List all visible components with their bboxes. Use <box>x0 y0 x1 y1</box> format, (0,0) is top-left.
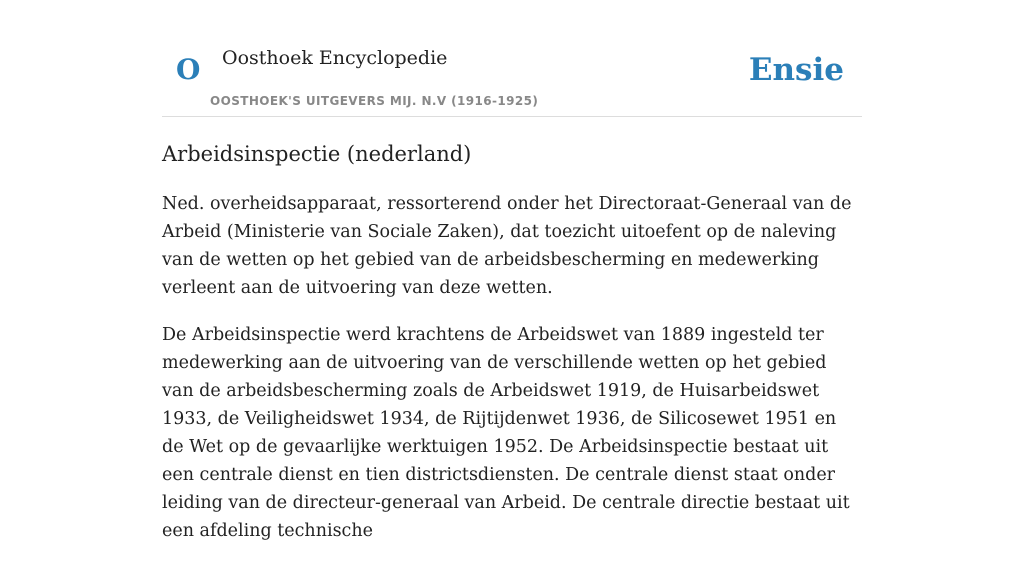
article-paragraph-1: Ned. overheidsapparaat, ressorterend onder het Directoraat-Generaal van de Arbeid (Ministerie van Sociale Zaken), dat toezicht uitoefent op de naleving van de wetten op het gebied van de arbeidsbescherming en medewerking verleent aan de uitvoering van deze wetten. <box>162 194 852 298</box>
site-header <box>162 36 862 117</box>
publisher-subtitle: OOSTHOEK'S UITGEVERS MIJ. N.V (1916-1925) <box>210 94 539 108</box>
ensie-brand-link[interactable]: Ensie <box>748 52 844 88</box>
site-name-link[interactable]: Oosthoek Encyclopedie <box>222 47 448 69</box>
article <box>162 138 862 564</box>
logo-icon[interactable]: O <box>176 53 201 86</box>
article-paragraph-2: De Arbeidsinspectie werd krachtens de Arbeidswet van 1889 ingesteld ter medewerking aan de uitvoering van de verschillende wetten op het gebied van de arbeidsbescherming zoals de Arbeidswet 1919, de Huisarbeidswet 1933, de Veiligheidswet 1934, de Rijtijdenwet 1936, de Silicosewet 1951 en de Wet op de gevaarlijke werktuigen 1952. De Arbeidsinspectie bestaat uit een centrale dienst en tien districtsdiensten. De centrale dienst staat onder leiding van de directeur-generaal van Arbeid. De centrale directie bestaat uit een afdeling technische <box>162 325 850 541</box>
article-title: Arbeidsinspectie (nederland) <box>162 142 472 166</box>
